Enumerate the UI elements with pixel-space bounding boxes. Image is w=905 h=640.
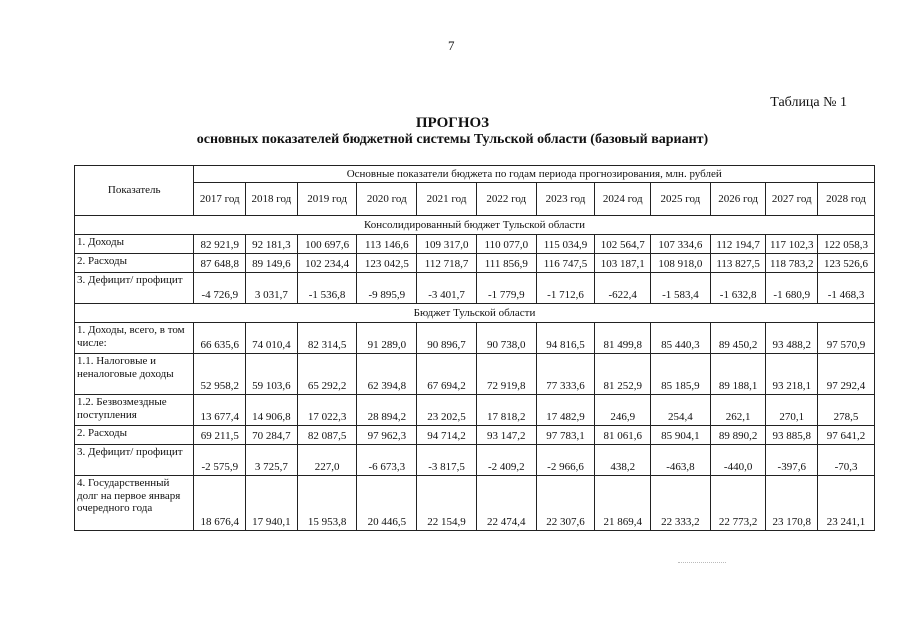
value-cell: 91 289,0 (357, 323, 417, 354)
table-label: Таблица № 1 (770, 95, 847, 110)
value-cell: 22 333,2 (651, 476, 711, 531)
value-cell: 262,1 (710, 395, 766, 426)
year-header: 2028 год (818, 183, 875, 216)
value-cell: 66 635,6 (194, 323, 246, 354)
value-cell: 117 102,3 (766, 235, 818, 254)
value-cell: 103 187,1 (595, 254, 651, 273)
row-label: 4. Государственный долг на первое января очередного года (75, 476, 194, 531)
value-cell: -440,0 (710, 445, 766, 476)
value-cell: 102 564,7 (595, 235, 651, 254)
value-cell: 89 890,2 (710, 426, 766, 445)
value-cell: 22 773,2 (710, 476, 766, 531)
value-cell: 227,0 (297, 445, 357, 476)
year-header: 2018 год (246, 183, 298, 216)
value-cell: 85 440,3 (651, 323, 711, 354)
value-cell: 107 334,6 (651, 235, 711, 254)
value-cell: 81 499,8 (595, 323, 651, 354)
value-cell: 23 241,1 (818, 476, 875, 531)
value-cell: -1 468,3 (818, 273, 875, 304)
value-cell: 97 962,3 (357, 426, 417, 445)
value-cell: -2 575,9 (194, 445, 246, 476)
value-cell: 97 570,9 (818, 323, 875, 354)
value-cell: 123 042,5 (357, 254, 417, 273)
value-cell: 90 896,7 (417, 323, 477, 354)
value-cell: 28 894,2 (357, 395, 417, 426)
value-cell: 74 010,4 (246, 323, 298, 354)
indicator-column-header: Показатель (75, 166, 194, 216)
value-cell: 90 738,0 (476, 323, 536, 354)
value-cell: 97 292,4 (818, 354, 875, 395)
value-cell: 85 904,1 (651, 426, 711, 445)
table-row (75, 426, 875, 445)
value-cell: 22 307,6 (536, 476, 595, 531)
value-cell: 20 446,5 (357, 476, 417, 531)
value-cell: 113 827,5 (710, 254, 766, 273)
year-header: 2024 год (595, 183, 651, 216)
value-cell: 3 725,7 (246, 445, 298, 476)
value-cell: 23 170,8 (766, 476, 818, 531)
scan-artifact (678, 562, 726, 564)
row-label: 1. Доходы, всего, в том числе: (75, 323, 194, 354)
value-cell: 118 783,2 (766, 254, 818, 273)
value-cell: 18 676,4 (194, 476, 246, 531)
value-cell: -4 726,9 (194, 273, 246, 304)
section-header: Бюджет Тульской области (75, 304, 875, 323)
year-header: 2025 год (651, 183, 711, 216)
year-header: 2026 год (710, 183, 766, 216)
table-row (75, 254, 875, 273)
table-row (75, 273, 875, 304)
value-cell: 65 292,2 (297, 354, 357, 395)
value-cell: 22 474,4 (476, 476, 536, 531)
table-row (75, 395, 875, 426)
value-cell: -397,6 (766, 445, 818, 476)
value-cell: -2 966,6 (536, 445, 595, 476)
year-header: 2020 год (357, 183, 417, 216)
value-cell: 59 103,6 (246, 354, 298, 395)
value-cell: -1 632,8 (710, 273, 766, 304)
value-cell: 15 953,8 (297, 476, 357, 531)
value-cell: 111 856,9 (476, 254, 536, 273)
value-cell: 270,1 (766, 395, 818, 426)
value-cell: -6 673,3 (357, 445, 417, 476)
value-cell: 93 147,2 (476, 426, 536, 445)
value-cell: -1 680,9 (766, 273, 818, 304)
table-row (75, 354, 875, 395)
value-cell: -1 779,9 (476, 273, 536, 304)
value-cell: -1 583,4 (651, 273, 711, 304)
row-label: 3. Дефицит/ профицит (75, 445, 194, 476)
value-cell: -1 536,8 (297, 273, 357, 304)
row-label: 2. Расходы (75, 426, 194, 445)
value-cell: 23 202,5 (417, 395, 477, 426)
table-row (75, 476, 875, 531)
value-cell: 13 677,4 (194, 395, 246, 426)
value-cell: 81 061,6 (595, 426, 651, 445)
value-cell: 438,2 (595, 445, 651, 476)
value-cell: 254,4 (651, 395, 711, 426)
value-cell: 3 031,7 (246, 273, 298, 304)
value-cell: 87 648,8 (194, 254, 246, 273)
value-cell: 89 450,2 (710, 323, 766, 354)
value-cell: 112 718,7 (417, 254, 477, 273)
value-cell: 92 181,3 (246, 235, 298, 254)
value-cell: -463,8 (651, 445, 711, 476)
value-cell: 81 252,9 (595, 354, 651, 395)
value-cell: 89 149,6 (246, 254, 298, 273)
value-cell: 82 314,5 (297, 323, 357, 354)
value-cell: -1 712,6 (536, 273, 595, 304)
value-cell: 17 940,1 (246, 476, 298, 531)
table-row (75, 323, 875, 354)
row-label: 1.2. Безвозмездные поступления (75, 395, 194, 426)
value-cell: 82 087,5 (297, 426, 357, 445)
table-row (75, 445, 875, 476)
value-cell: 112 194,7 (710, 235, 766, 254)
value-cell: 82 921,9 (194, 235, 246, 254)
value-cell: 62 394,8 (357, 354, 417, 395)
years-group-header: Основные показатели бюджета по годам периода прогнозирования, млн. рублей (194, 166, 875, 183)
row-label: 1.1. Налоговые и неналоговые доходы (75, 354, 194, 395)
value-cell: 93 488,2 (766, 323, 818, 354)
value-cell: 93 885,8 (766, 426, 818, 445)
value-cell: 14 906,8 (246, 395, 298, 426)
value-cell: 67 694,2 (417, 354, 477, 395)
year-header: 2021 год (417, 183, 477, 216)
value-cell: 93 218,1 (766, 354, 818, 395)
value-cell: -3 401,7 (417, 273, 477, 304)
value-cell: 246,9 (595, 395, 651, 426)
value-cell: 123 526,6 (818, 254, 875, 273)
row-label: 2. Расходы (75, 254, 194, 273)
year-header: 2017 год (194, 183, 246, 216)
row-label: 3. Дефицит/ профицит (75, 273, 194, 304)
value-cell: 102 234,4 (297, 254, 357, 273)
value-cell: -2 409,2 (476, 445, 536, 476)
document-title: ПРОГНОЗ (415, 115, 490, 131)
year-header: 2022 год (476, 183, 536, 216)
value-cell: 97 783,1 (536, 426, 595, 445)
value-cell: 70 284,7 (246, 426, 298, 445)
value-cell: 122 058,3 (818, 235, 875, 254)
value-cell: 21 869,4 (595, 476, 651, 531)
row-label: 1. Доходы (75, 235, 194, 254)
value-cell: -9 895,9 (357, 273, 417, 304)
value-cell: 22 154,9 (417, 476, 477, 531)
value-cell: 278,5 (818, 395, 875, 426)
value-cell: 113 146,6 (357, 235, 417, 254)
value-cell: 116 747,5 (536, 254, 595, 273)
value-cell: 85 185,9 (651, 354, 711, 395)
value-cell: 115 034,9 (536, 235, 595, 254)
value-cell: 69 211,5 (194, 426, 246, 445)
value-cell: 52 958,2 (194, 354, 246, 395)
value-cell: 17 818,2 (476, 395, 536, 426)
value-cell: 100 697,6 (297, 235, 357, 254)
value-cell: 109 317,0 (417, 235, 477, 254)
value-cell: 108 918,0 (651, 254, 711, 273)
value-cell: 17 482,9 (536, 395, 595, 426)
value-cell: 77 333,6 (536, 354, 595, 395)
value-cell: 94 714,2 (417, 426, 477, 445)
year-header: 2027 год (766, 183, 818, 216)
value-cell: 72 919,8 (476, 354, 536, 395)
value-cell: -70,3 (818, 445, 875, 476)
value-cell: 17 022,3 (297, 395, 357, 426)
value-cell: 110 077,0 (476, 235, 536, 254)
page-number: 7 (448, 38, 455, 53)
table-row (75, 235, 875, 254)
year-header: 2019 год (297, 183, 357, 216)
value-cell: -622,4 (595, 273, 651, 304)
document-subtitle: основных показателей бюджетной системы Тульской области (базовый вариант) (196, 132, 709, 147)
value-cell: 94 816,5 (536, 323, 595, 354)
forecast-table (74, 165, 875, 531)
year-header: 2023 год (536, 183, 595, 216)
value-cell: -3 817,5 (417, 445, 477, 476)
section-header: Консолидированный бюджет Тульской области (75, 216, 875, 235)
value-cell: 97 641,2 (818, 426, 875, 445)
value-cell: 89 188,1 (710, 354, 766, 395)
